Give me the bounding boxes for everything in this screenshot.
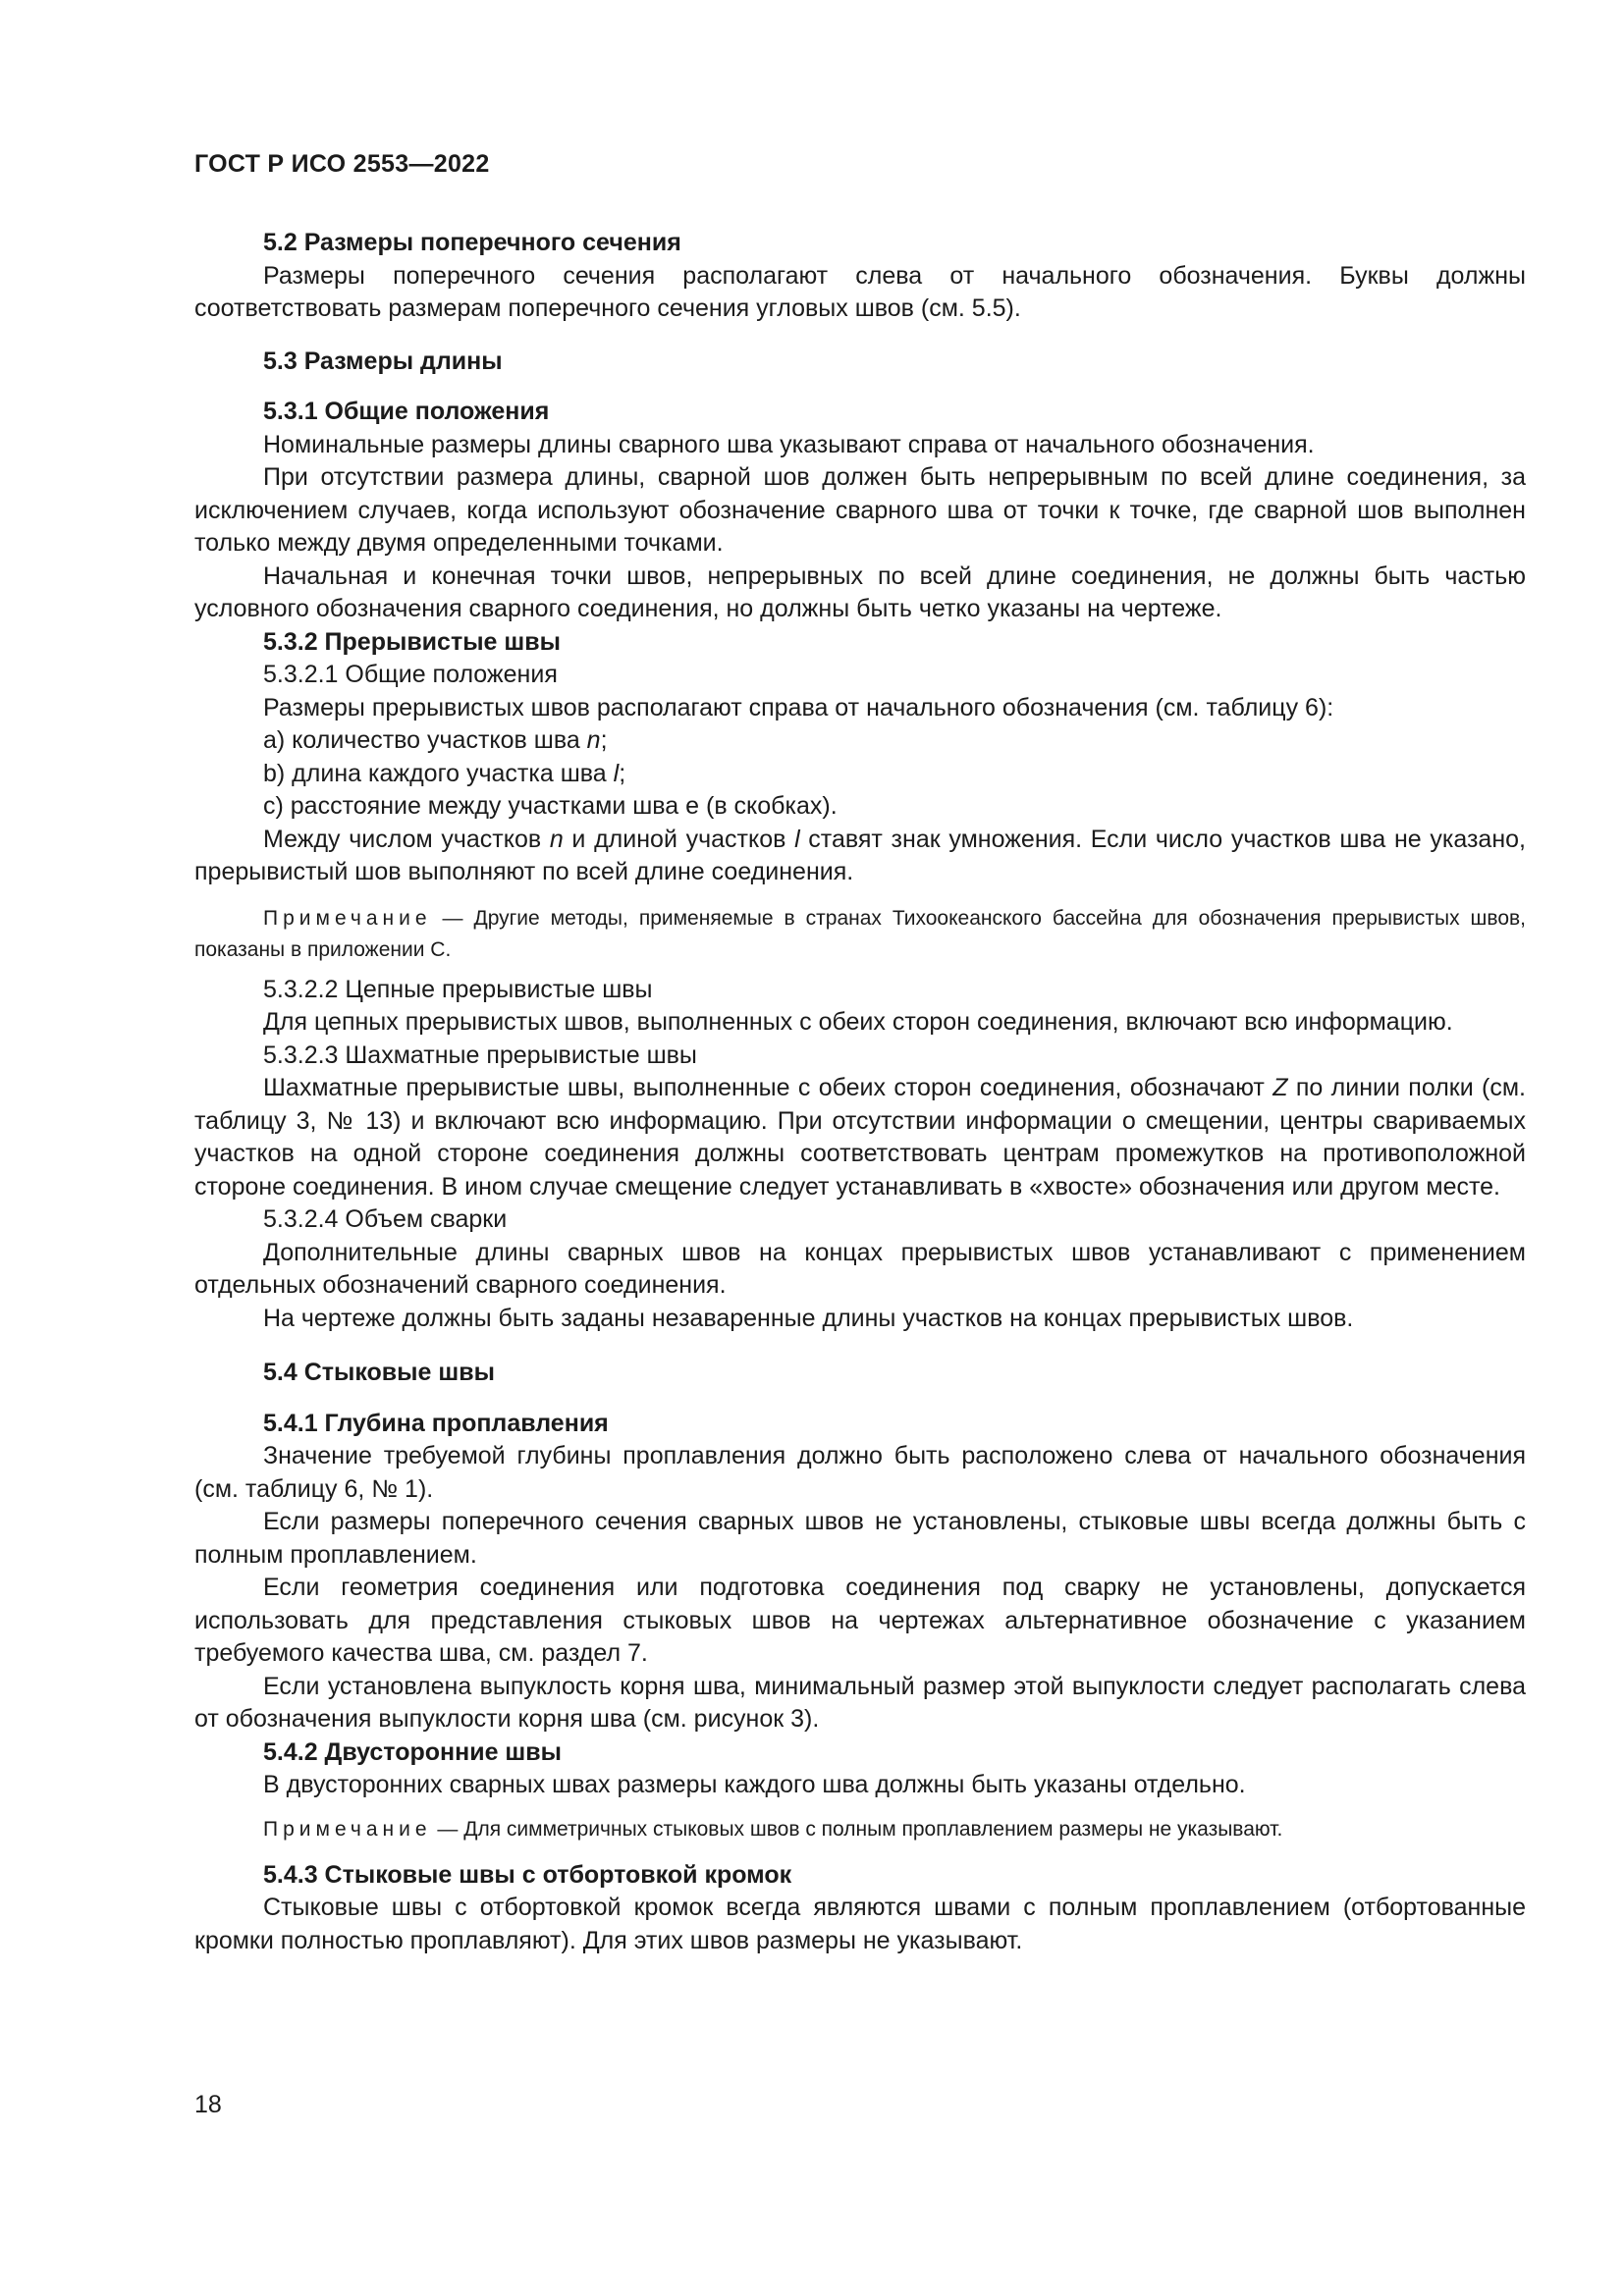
text-run: Между числом участков [263, 825, 550, 853]
paragraph: Размеры прерывистых швов располагают справа от начального обозначения (см. таблицу 6): [263, 693, 1334, 721]
list-item-b [194, 758, 1526, 791]
list-item-text: a) количество участков шва [263, 726, 587, 754]
variable: n [586, 726, 601, 754]
section-5-4-1-heading: 5.4.1 Глубина проплавления [263, 1409, 609, 1437]
variable: l [794, 825, 800, 853]
note [194, 903, 1526, 966]
section-5-3-2-1-heading: 5.3.2.1 Общие положения [263, 661, 558, 688]
document-header: ГОСТ Р ИСО 2553—2022 [194, 150, 490, 178]
paragraph: Начальная и конечная точки швов, непрерывных по всей длине соединения, не должны быть частью условного обозначения сварного соединения, но должны быть четко указаны на чертеже. [194, 561, 1526, 622]
paragraph: Для цепных прерывистых швов, выполненных с обеих сторон соединения, включают всю информацию. [263, 1008, 1453, 1036]
list-item-c: c) расстояние между участками шва e (в скобках). [263, 792, 838, 820]
paragraph: На чертеже должны быть заданы незаваренные длины участков на концах прерывистых швов. [263, 1304, 1354, 1332]
variable: l [613, 759, 620, 787]
paragraph [194, 824, 1526, 889]
note [194, 1814, 1526, 1845]
section-5-3-1-heading: 5.3.1 Общие положения [263, 398, 550, 425]
variable: Z [1272, 1074, 1288, 1101]
text-run: Шахматные прерывистые швы, выполненные с обеих сторон соединения, обозначают [263, 1074, 1273, 1101]
list-item-end: ; [600, 726, 608, 754]
list-item-end: ; [619, 759, 626, 787]
page-number: 18 [194, 2091, 222, 2118]
section-5-3-2-3-heading: 5.3.2.3 Шахматные прерывистые швы [263, 1041, 697, 1069]
paragraph: При отсутствии размера длины, сварной шов должен быть непрерывным по всей длине соединения, за исключением случаев, когда используют обозначение сварного шва от точки к точке, где сварной шов выполнен только между двумя определенными точками. [194, 463, 1526, 557]
list-item-text: b) длина каждого участка шва [263, 759, 614, 787]
document-body [194, 227, 1526, 1957]
text-run: и длиной участков [563, 825, 795, 853]
note-label: Примечание [263, 1817, 432, 1841]
section-5-3-2-2-heading: 5.3.2.2 Цепные прерывистые швы [263, 975, 653, 1003]
section-5-3-2-heading: 5.3.2 Прерывистые швы [263, 627, 561, 656]
paragraph: Размеры поперечного сечения располагают слева от начального обозначения. Буквы должны соответствовать размерам поперечного сечения угловых швов (см. 5.5). [194, 261, 1526, 322]
paragraph: Номинальные размеры длины сварного шва указывают справа от начального обозначения. [263, 430, 1315, 458]
note-text: — Для симметричных стыковых швов с полным проплавлением размеры не указывают. [431, 1817, 1283, 1841]
note-text: — Другие методы, применяемые в странах Тихоокеанского бассейна для обозначения прерывистых швов, показаны в приложении С. [194, 906, 1526, 961]
section-5-3-heading: 5.3 Размеры длины [263, 347, 503, 375]
paragraph: Если установлена выпуклость корня шва, минимальный размер этой выпуклости следует располагать слева от обозначения выпуклости корня шва (см. рисунок 3). [194, 1672, 1526, 1733]
paragraph: Если размеры поперечного сечения сварных швов не установлены, стыковые швы всегда должны быть с полным проплавлением. [194, 1508, 1526, 1569]
text-run: ставят знак умножения. Если число участков шва не указано, прерывистый шов выполняют по всей длине соединения. [194, 825, 1526, 885]
paragraph: Значение требуемой глубины проплавления должно быть расположено слева от начального обозначения (см. таблицу 6, № 1). [194, 1442, 1526, 1503]
paragraph: Если геометрия соединения или подготовка соединения под сварку не установлены, допускается использовать для представления стыковых швов на чертежах альтернативное обозначение с указанием требуемого качества шва, см. раздел 7. [194, 1574, 1526, 1667]
text-run: по линии полки (см. таблицу 3, № 13) и включают всю информацию. При отсутствии информации о смещении, центры свариваемых участков на одной стороне соединения должны соответствовать центрам промежутков на противоположной стороне соединения. В ином случае смещение следует устанавливать в «хвосте» обозначения или другом месте. [194, 1074, 1526, 1201]
section-5-4-heading: 5.4 Стыковые швы [263, 1359, 495, 1386]
section-5-4-2-heading: 5.4.2 Двусторонние швы [263, 1737, 562, 1766]
paragraph [194, 1072, 1526, 1203]
list-item-a [194, 724, 1526, 758]
section-5-4-3-heading: 5.4.3 Стыковые швы с отбортовкой кромок [263, 1860, 792, 1889]
paragraph: В двусторонних сварных швах размеры каждого шва должны быть указаны отдельно. [263, 1771, 1246, 1798]
section-5-3-2-4-heading: 5.3.2.4 Объем сварки [263, 1205, 508, 1233]
note-label: Примечание [263, 906, 432, 930]
variable: n [549, 825, 564, 853]
section-5-2-heading: 5.2 Размеры поперечного сечения [263, 229, 681, 256]
paragraph: Стыковые швы с отбортовкой кромок всегда являются швами с полным проплавлением (отбортованные кромки полностью проплавляют). Для этих швов размеры не указывают. [194, 1894, 1526, 1954]
paragraph: Дополнительные длины сварных швов на концах прерывистых швов устанавливают с применением отдельных обозначений сварного соединения. [194, 1238, 1526, 1299]
